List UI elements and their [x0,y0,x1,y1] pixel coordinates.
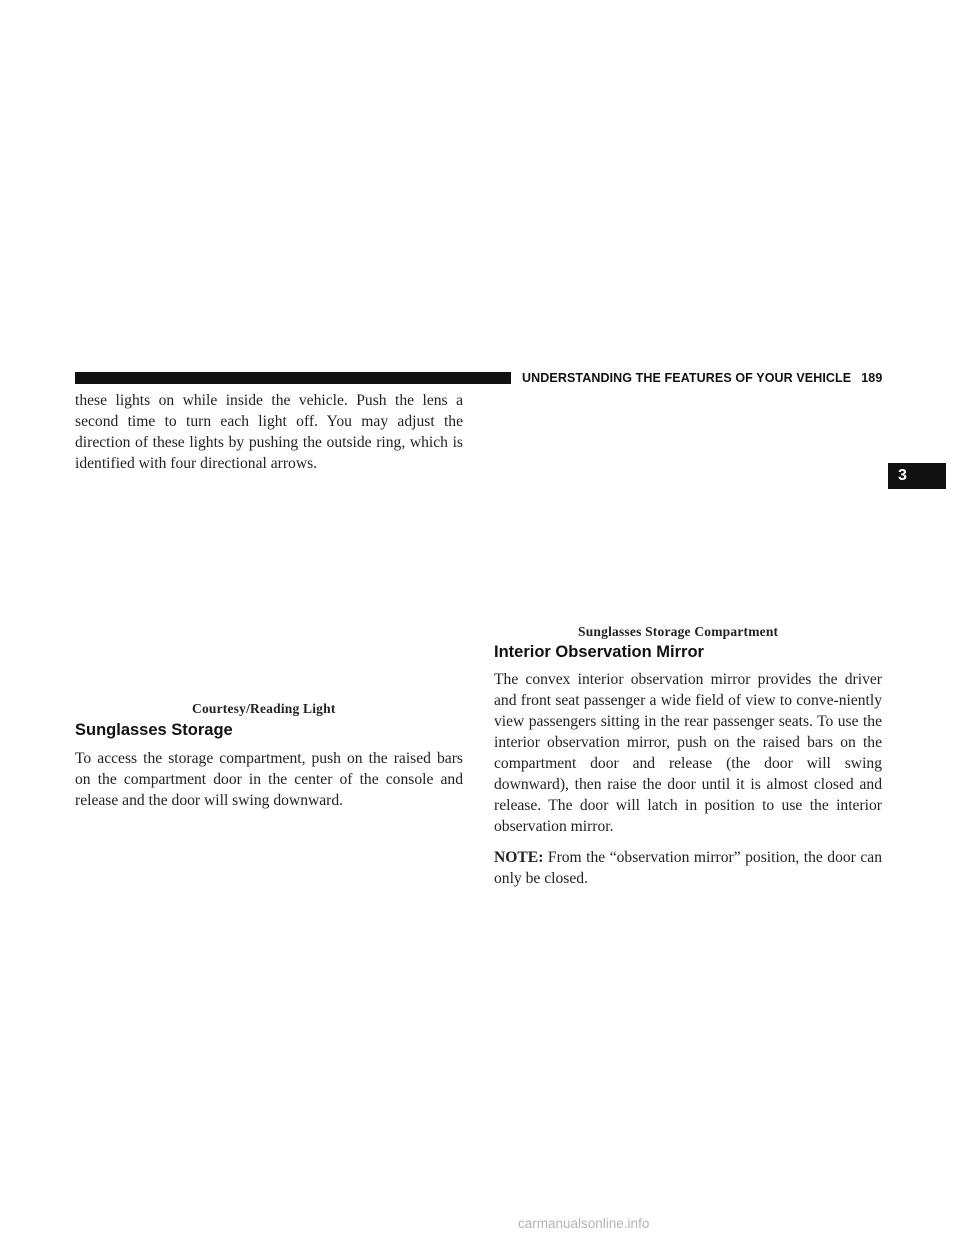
observation-mirror-paragraph: The convex interior observation mirror provides the driver and front seat passenger a wide field of view to conve-niently view passengers sitting in the rear passenger seats. To use the interior observation mirror, push on the raised bars on the compartment door and release (the door will swing downward), then raise the door until it is almost closed and release. The door will latch in position to use the interior observation mirror. [494,671,882,835]
chapter-tab: 3 [888,463,946,489]
figure-caption-sunglasses-compartment: Sunglasses Storage Compartment [578,624,779,639]
note-paragraph [494,847,882,889]
right-section-body [494,669,882,889]
intro-paragraph: these lights on while inside the vehicle. Push the lens a second time to turn each light off. You may adjust the direction of these lights by pushing the outside ring, which is identified with four directional arrows. [75,392,463,472]
section-heading-sunglasses-storage: Sunglasses Storage [75,721,233,739]
running-header [522,371,882,385]
footer-watermark: carmanualsonline.info [518,1216,650,1231]
note-text: From the “observation mirror” position, the door can only be closed. [494,849,882,887]
note-label: NOTE: [494,849,544,866]
left-section-body [75,748,463,811]
left-intro [75,390,463,474]
section-heading-observation-mirror: Interior Observation Mirror [494,643,704,661]
running-title: UNDERSTANDING THE FEATURES OF YOUR VEHICLE [522,371,852,385]
page-number: 189 [861,371,883,385]
figure-caption-courtesy-light: Courtesy/Reading Light [192,701,336,716]
header-rule-bar [75,372,511,384]
sunglasses-storage-paragraph: To access the storage compartment, push on the raised bars on the compartment door in the center of the console and release and the door will swing downward. [75,750,463,809]
